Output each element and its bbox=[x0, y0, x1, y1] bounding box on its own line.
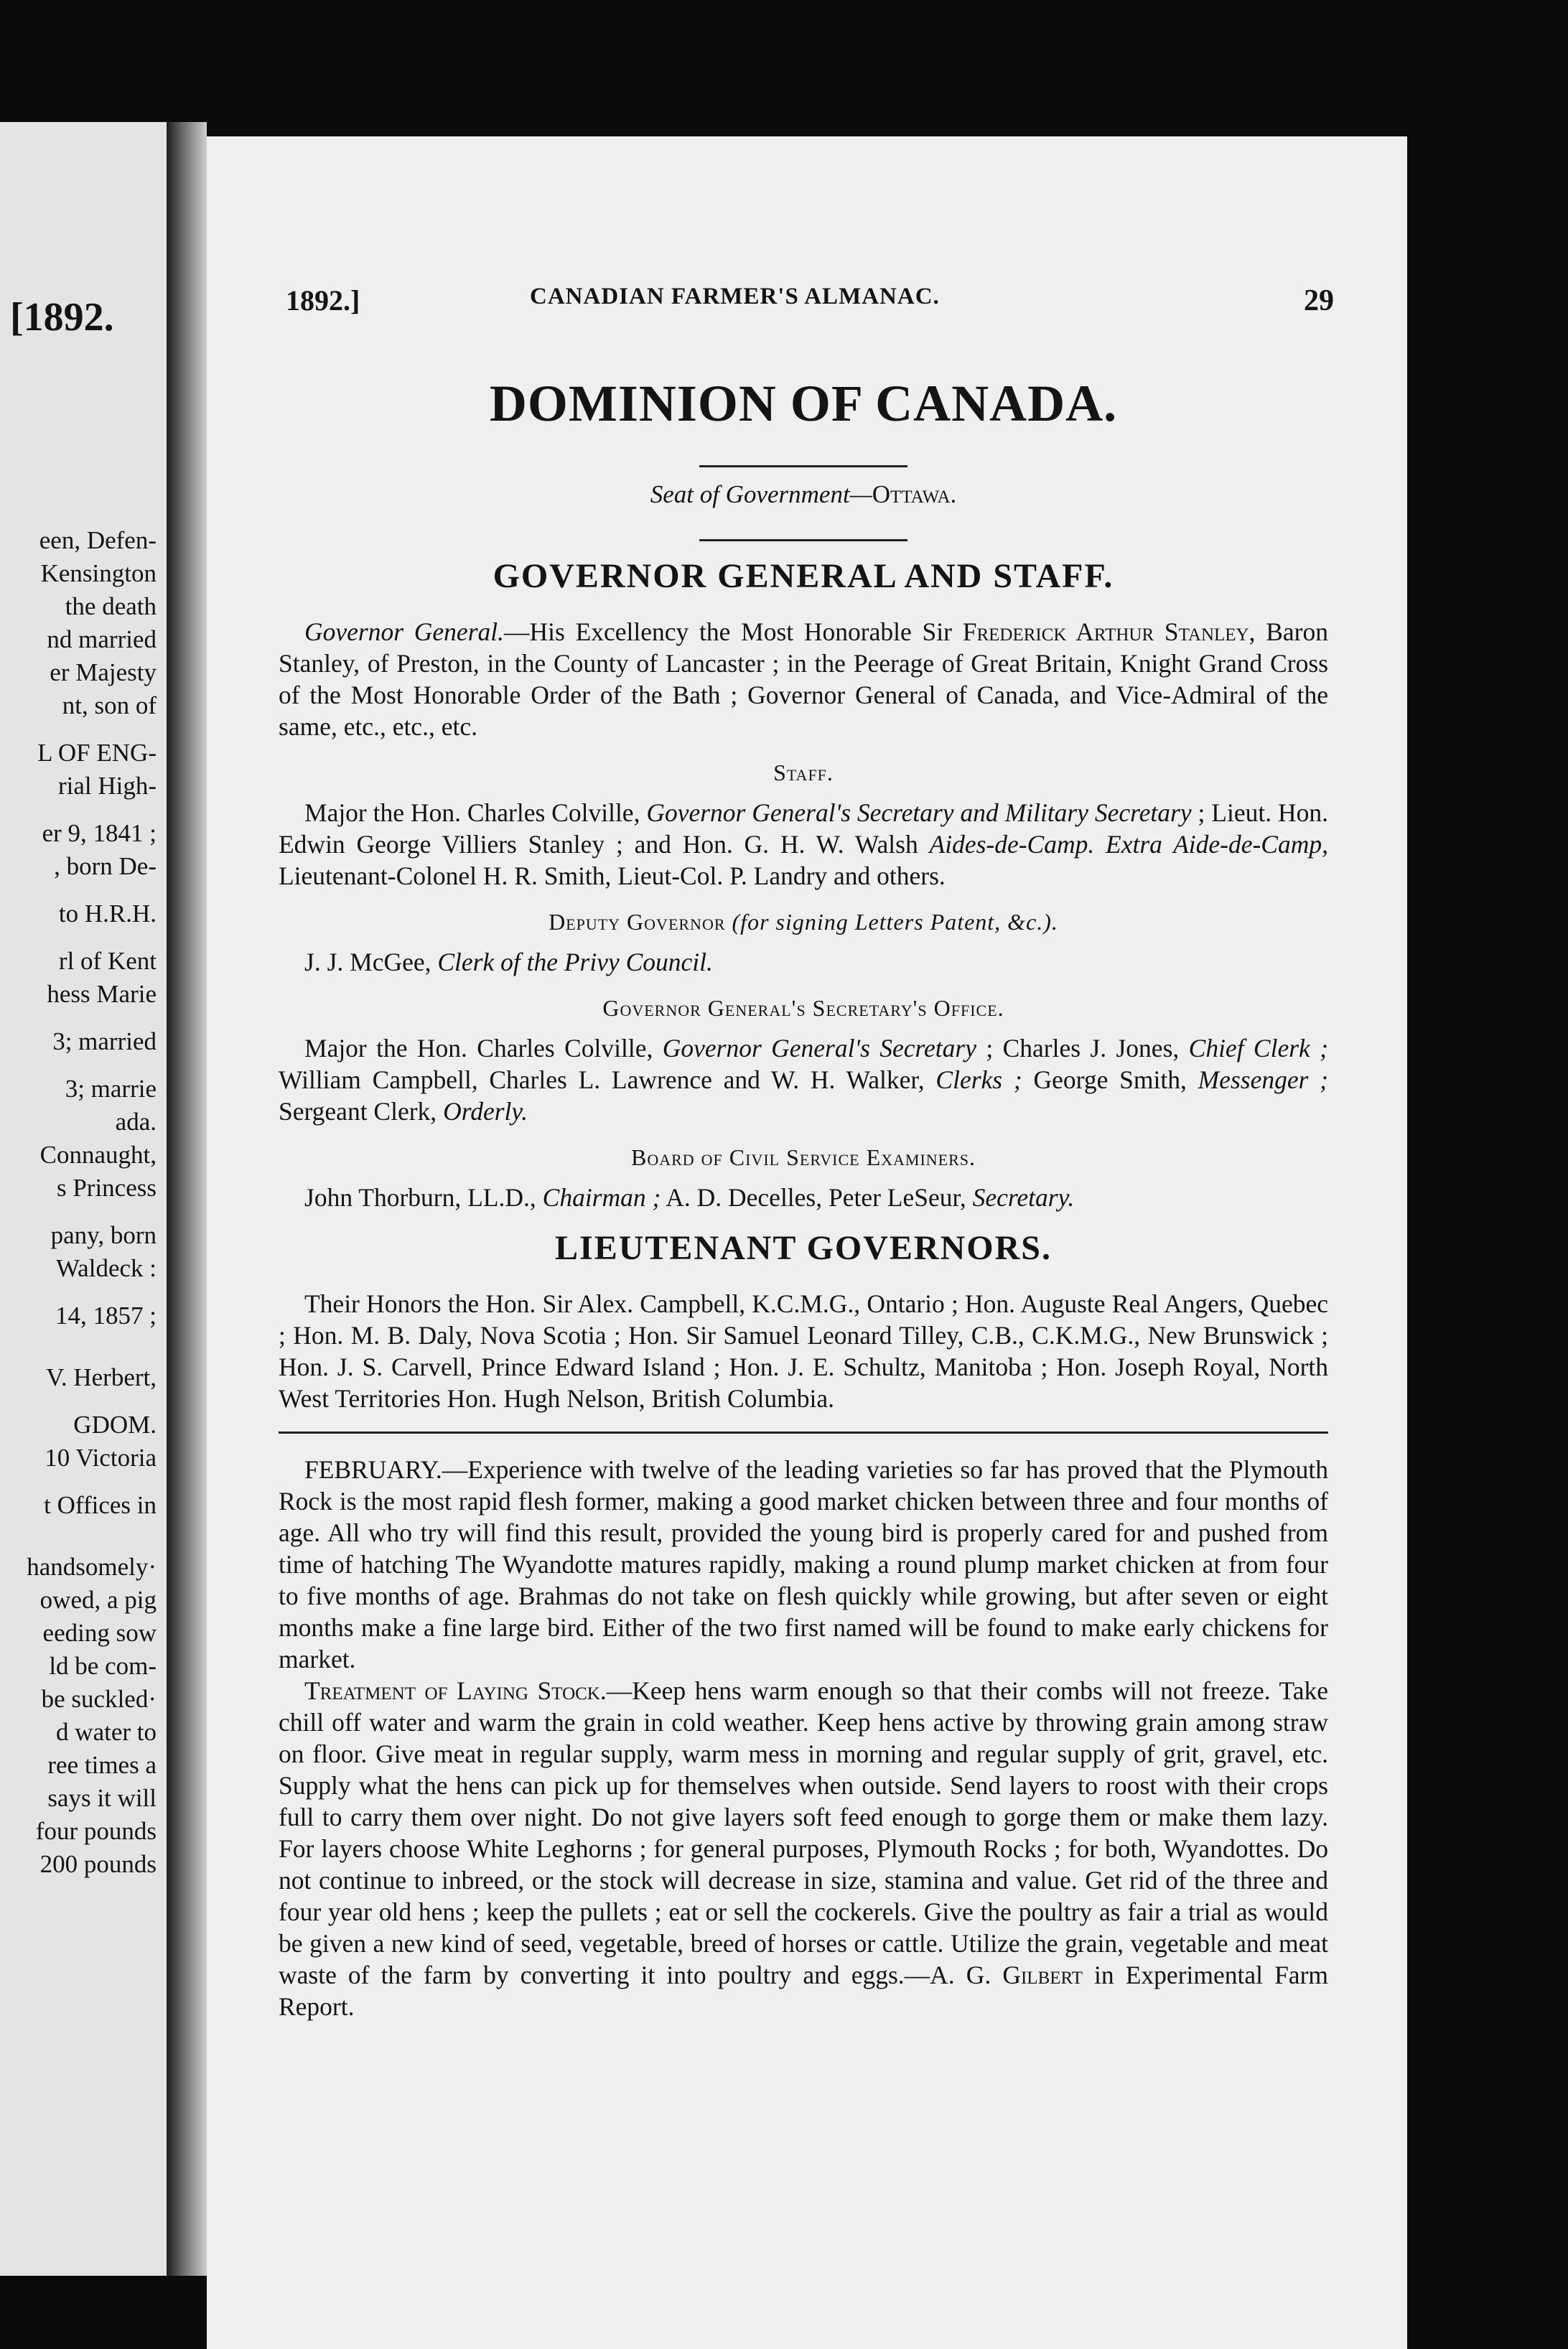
previous-page-line: handsomely· bbox=[27, 1553, 157, 1581]
previous-page-running-head: [1892. bbox=[10, 295, 114, 340]
deputy-governor-heading bbox=[279, 906, 1328, 938]
gg-text-b: , Baron Stanley, of Preston, in the County of Lancaster ; in the Peerage of Great Britain, Knight Grand Cross of the Most Honorable Order of the Bath ; Governor General of Canada, and Vice-Admiral of the same, etc., etc., etc. bbox=[279, 617, 1328, 741]
office-a: Major the Hon. Charles Colville, bbox=[304, 1034, 663, 1063]
staff-b-role: Aides-de-Camp. bbox=[929, 830, 1095, 859]
staff-c-role: Extra Aide-de-Camp, bbox=[1094, 830, 1328, 859]
previous-page-line: ree times a bbox=[47, 1751, 157, 1779]
gg-text-a: —His Excellency the Most Honorable Sir bbox=[504, 617, 963, 646]
deputy-role: Clerk of the Privy Council. bbox=[437, 948, 713, 976]
previous-page-line: s Princess bbox=[56, 1174, 157, 1202]
board-heading: Board of Civil Service Examiners. bbox=[630, 1144, 976, 1170]
previous-page-line: ld be com- bbox=[49, 1652, 157, 1680]
office-c-role: Clerks ; bbox=[935, 1065, 1022, 1094]
previous-page-line: pany, born bbox=[50, 1221, 157, 1249]
running-head-title: CANADIAN FARMER'S ALMANAC. bbox=[530, 284, 940, 309]
previous-page-line: 3; married bbox=[52, 1027, 157, 1055]
previous-page-line: rl of Kent bbox=[58, 947, 157, 975]
deputy-name: J. J. McGee, bbox=[304, 948, 438, 976]
page-body bbox=[279, 373, 1328, 2022]
page-title: DOMINION OF CANADA. bbox=[489, 375, 1118, 432]
laying-stock-paragraph bbox=[279, 1675, 1328, 2022]
board-a: John Thorburn, LL.D., bbox=[304, 1183, 543, 1212]
deputy-governor-line bbox=[279, 946, 1328, 978]
previous-page-line: 3; marrie bbox=[65, 1075, 157, 1103]
page-number: 29 bbox=[1304, 284, 1334, 317]
governor-general-paragraph bbox=[279, 616, 1328, 742]
previous-page-line: er 9, 1841 ; bbox=[42, 819, 157, 847]
seat-of-government bbox=[279, 479, 1328, 510]
previous-page-line: the death bbox=[65, 592, 157, 620]
deputy-note: (for signing Letters Patent, &c.). bbox=[725, 909, 1058, 935]
staff-c: Lieutenant-Colonel H. R. Smith, Lieut-Col. P. Landry and others. bbox=[279, 861, 946, 890]
board-b: A. D. Decelles, Peter LeSeur, bbox=[661, 1183, 973, 1212]
previous-page-fragment bbox=[0, 122, 171, 2276]
previous-page-line: 14, 1857 ; bbox=[55, 1302, 157, 1330]
previous-page-line: rial High- bbox=[57, 772, 157, 800]
previous-page-line: be suckled· bbox=[41, 1685, 157, 1713]
previous-page-line: four pounds bbox=[35, 1817, 157, 1845]
staff-a-role: Governor General's Secretary and Military Secretary bbox=[646, 798, 1192, 827]
section-divider bbox=[279, 1432, 1328, 1434]
previous-page-line: to H.R.H. bbox=[58, 900, 157, 928]
previous-page-line: ada. bbox=[115, 1108, 157, 1136]
previous-page-line: er Majesty bbox=[50, 658, 157, 686]
previous-page-line: , born De- bbox=[54, 852, 157, 880]
previous-page-line: nt, son of bbox=[62, 691, 157, 719]
office-d-role: Messenger ; bbox=[1198, 1065, 1328, 1094]
office-e-role: Orderly. bbox=[443, 1097, 528, 1126]
previous-page-line: Kensington bbox=[40, 559, 157, 587]
previous-page-line: nd married bbox=[47, 625, 157, 653]
board-a-role: Chairman ; bbox=[542, 1183, 661, 1212]
previous-page-line: hess Marie bbox=[47, 980, 157, 1008]
title-rule bbox=[699, 465, 907, 467]
gg-name: Frederick Arthur Stanley bbox=[962, 617, 1249, 646]
office-b-role: Chief Clerk ; bbox=[1188, 1034, 1329, 1063]
previous-page-line: 200 pounds bbox=[39, 1850, 157, 1878]
laying-text: —Keep hens warm enough so that their combs will not freeze. Take chill off water and warm the grain in cold weather. Keep hens active by throwing grain among straw on floor. Give meat in regular supply, warm mess in morning and regular supply of grit, gravel, etc. Supply what the hens can pick up for themselves when outside. Send layers to roost with their crops full to carry them over night. Do not give layers soft feed enough to gorge them or make them lazy. For layers choose White Leghorns ; for general purposes, Plymouth Rocks ; for both, Wyandottes. Do not continue to inbreed, or the stock will decrease in size, stamina and value. Get rid of the three and four year old hens ; keep the pullets ; eat or sell the cockerels. Give the poultry as fair a trial as would be given a new kind of seed, vegetable, breed of horses or cattle. Utilize the grain, vegetable and meat waste of the farm by converting it into poultry and eggs.—A. G. bbox=[279, 1676, 1328, 1989]
seat-city: Ottawa. bbox=[872, 480, 957, 508]
staff-b: ; Lieut. Hon. Edwin George Villiers Stanley ; and Hon. G. H. W. Walsh bbox=[279, 798, 1328, 859]
gg-label: Governor General. bbox=[304, 617, 504, 646]
previous-page-line: t Offices in bbox=[44, 1491, 157, 1519]
book-gutter bbox=[167, 122, 207, 2276]
previous-page-line: owed, a pig bbox=[39, 1586, 157, 1614]
secretary-office-paragraph bbox=[279, 1032, 1328, 1127]
previous-page-line: een, Defen- bbox=[39, 526, 157, 554]
previous-page-line: says it will bbox=[47, 1784, 157, 1812]
office-d: George Smith, bbox=[1022, 1065, 1198, 1094]
secretary-office-heading: Governor General's Secretary's Office. bbox=[602, 995, 1004, 1021]
almanac-page bbox=[207, 136, 1407, 2349]
deputy-head: Deputy Governor bbox=[549, 909, 726, 935]
previous-page-line: Connaught, bbox=[39, 1141, 157, 1169]
section-governor-general: GOVERNOR GENERAL AND STAFF. bbox=[493, 557, 1114, 595]
staff-heading: Staff. bbox=[773, 760, 834, 785]
february-paragraph: FEBRUARY.—Experience with twelve of the leading varieties so far has proved that the Plymouth Rock is the most rapid flesh former, making a good market chicken between three and four months of age. All who try will find this result, provided the young bird is properly cared for and pushed from time of hatching The Wyandotte matures rapidly, making a round plump market chicken at from four to five months of age. Brahmas do not take on flesh quickly while growing, but after seven or eight months make a fine large bird. Either of the two first named will be found to make early chickens for market. bbox=[279, 1455, 1328, 1673]
previous-page-line: GDOM. bbox=[73, 1411, 157, 1439]
staff-paragraph bbox=[279, 797, 1328, 892]
previous-page-line: Waldeck : bbox=[55, 1254, 157, 1282]
previous-page-line: 10 Victoria bbox=[45, 1444, 157, 1472]
office-b: ; Charles J. Jones, bbox=[976, 1034, 1189, 1063]
previous-page-line: d water to bbox=[56, 1718, 157, 1746]
staff-a: Major the Hon. Charles Colville, bbox=[304, 798, 647, 827]
seat-rule bbox=[699, 539, 907, 541]
previous-page-line: eeding sow bbox=[42, 1619, 157, 1647]
office-e: Sergeant Clerk, bbox=[279, 1097, 444, 1126]
office-c: William Campbell, Charles L. Lawrence and W. H. Walker, bbox=[279, 1065, 936, 1094]
laying-head: Treatment of Laying Stock. bbox=[304, 1676, 607, 1705]
running-head-year: 1892.] bbox=[286, 284, 360, 317]
laying-source: in Experimental Farm Report. bbox=[279, 1961, 1328, 2021]
section-lieutenant-governors: LIEUTENANT GOVERNORS. bbox=[555, 1229, 1052, 1267]
board-paragraph bbox=[279, 1182, 1328, 1213]
laying-author: Gilbert bbox=[1002, 1961, 1083, 1989]
previous-page-line: V. Herbert, bbox=[46, 1363, 157, 1391]
previous-page-line: L OF ENG- bbox=[37, 739, 157, 767]
seat-label: Seat of Government— bbox=[650, 480, 872, 508]
lieutenant-governors-paragraph: Their Honors the Hon. Sir Alex. Campbell, K.C.M.G., Ontario ; Hon. Auguste Real Angers, Quebec ; Hon. M. B. Daly, Nova Scotia ; Hon. Sir Samuel Leonard Tilley, C.B., C.K.M.G., New Brunswick ; Hon. J. S. Carvell, Prince Edward Island ; Hon. J. E. Schultz, Manitoba ; Hon. Joseph Royal, North West Territories Hon. Hugh Nelson, British Columbia. bbox=[279, 1289, 1328, 1413]
office-a-role: Governor General's Secretary bbox=[662, 1034, 976, 1063]
board-b-role: Secretary. bbox=[972, 1183, 1075, 1212]
